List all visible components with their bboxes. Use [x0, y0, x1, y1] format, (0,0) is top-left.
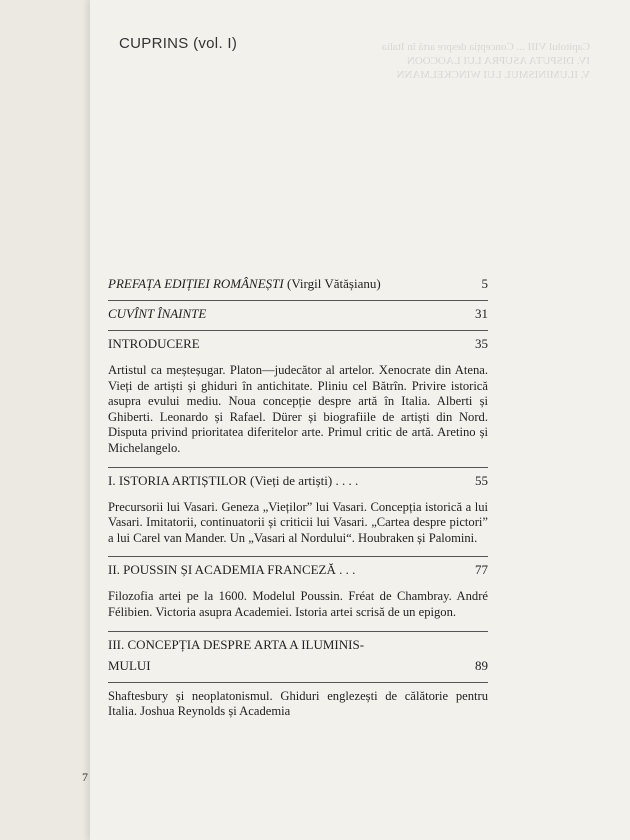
- divider: [108, 682, 488, 683]
- entry-description: Filozofia artei pe la 1600. Modelul Poussin. Fréat de Chambray. André Félibien. Victoria asupra Academiei. Istoria artei scrisă de un epigon.: [108, 589, 488, 619]
- entry-subtitle: (Vieți de artiști) . . . .: [249, 472, 359, 488]
- entry-page: 77: [475, 562, 488, 578]
- toc-entry-prefata: [108, 276, 488, 297]
- show-through-text: Capitolul VIII ... Concepția despre artă în Italia IV. DISPUTA ASUPRA LUI LAOCOON V. ILUMINISMUL LUI WINCKELMANN: [381, 41, 590, 81]
- divider: [108, 300, 488, 301]
- entry-title-line2: MULUI: [108, 657, 151, 673]
- toc-entry-poussin: [108, 562, 488, 583]
- entry-page: 5: [481, 276, 488, 291]
- toc-entry-cuvint: [108, 306, 488, 327]
- toc-entry-conceptia-line2: [108, 658, 488, 679]
- entry-title: III. CONCEPȚIA DESPRE ARTA A ILUMINIS-: [108, 636, 365, 652]
- divider: [108, 467, 488, 468]
- entry-page: 35: [475, 336, 488, 351]
- entry-title: II. POUSSIN ȘI ACADEMIA FRANCEZĂ . . .: [108, 562, 356, 578]
- toc-entry-conceptia: [108, 637, 488, 658]
- toc-entry-istoria: [108, 473, 488, 494]
- toc-entry-introducere: [108, 336, 488, 357]
- page-number: 7: [82, 770, 88, 784]
- entry-title: I. ISTORIA ARTIȘTILOR: [108, 472, 247, 488]
- divider: [108, 330, 488, 331]
- entry-page: 55: [475, 472, 488, 488]
- table-of-contents: [108, 276, 488, 730]
- divider: [108, 631, 488, 632]
- entry-title: PREFAȚA EDIȚIEI ROMÂNEȘTI: [108, 276, 284, 291]
- entry-description: Shaftesbury și neoplatonismul. Ghiduri englezești de călătorie pentru Italia. Joshua Reynolds și Academia: [108, 688, 488, 719]
- page-title: CUPRINS (vol. I): [119, 35, 238, 52]
- entry-title: INTRODUCERE: [108, 336, 200, 351]
- divider: [108, 556, 488, 557]
- entry-page: 31: [475, 306, 488, 321]
- entry-subtitle: (Virgil Vătășianu): [286, 276, 381, 291]
- entry-title: CUVÎNT ÎNAINTE: [108, 306, 207, 321]
- entry-page: 89: [475, 657, 488, 673]
- entry-description: Precursorii lui Vasari. Geneza „Viețilorˮ lui Vasari. Concepția istorică a lui Vasari. Imitatorii, continuatorii și criticii lui Vasari. „Cartea despre pictoriˮ a lui Carel van Mander. Un „Vasari al Nordului“. Houbraken și Palomini.: [108, 499, 488, 545]
- entry-description: Artistul ca meșteșugar. Platon—judecător al artelor. Xenocrate din Atena. Vieți de artiști și ghiduri în antichitate. Pliniu cel Bătrîn. Privire istorică asupra evului mediu. Noua concepție despre artă în Italia. Alberti și Ghiberti. Leonardo și Rafael. Dürer și biografiile de artiști din Nord. Disputa privind prioritatea diferitelor arte. Primul critic de artă. Aretino și Michelangelo.: [108, 363, 488, 455]
